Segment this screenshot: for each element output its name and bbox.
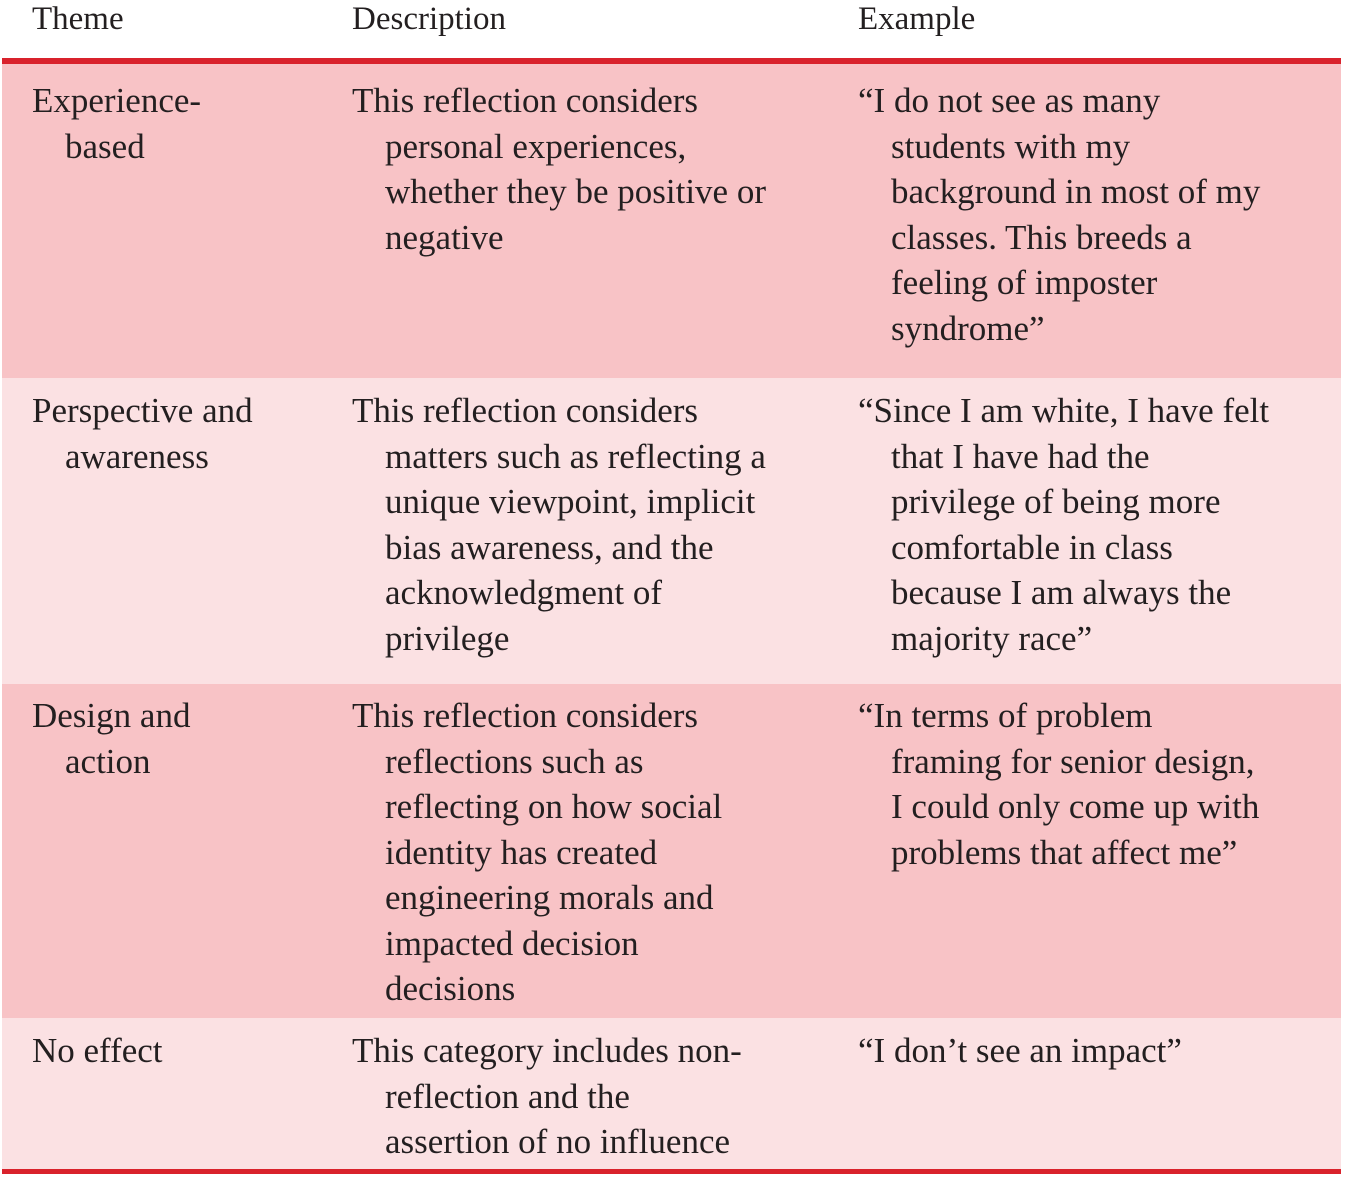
theme-line: Perspective and (32, 391, 253, 430)
example-line: students with my (891, 126, 1131, 166)
theme-line: action (65, 741, 151, 781)
description-line: bias awareness, and the (385, 527, 714, 567)
header-description: Description (352, 1, 506, 37)
description-line: reflections such as (385, 741, 644, 781)
table-row (2, 64, 1341, 378)
example-line: background in most of my (891, 172, 1261, 211)
description-line: matters such as reflecting a (385, 436, 766, 476)
table-row (2, 684, 1341, 1018)
example-line: majority race” (891, 618, 1093, 658)
theme-line: awareness (65, 436, 209, 476)
example-line: that I have had the (891, 436, 1150, 476)
theme-line: No effect (32, 1031, 163, 1070)
example-line: privilege of being more (891, 482, 1221, 521)
description-line: This reflection considers (352, 81, 699, 120)
example-cell (858, 693, 1259, 875)
description-line: privilege (385, 618, 510, 658)
description-line: assertion of no influence (385, 1122, 731, 1161)
theme-cell (32, 693, 190, 784)
theme-cell (32, 78, 201, 169)
description-line: decisions (385, 969, 516, 1008)
example-line: “Since I am white, I have felt (858, 391, 1270, 430)
description-line: This reflection considers (352, 391, 699, 430)
example-line: problems that affect me” (891, 832, 1238, 872)
example-cell (858, 388, 1269, 661)
bottom-rule (2, 1169, 1341, 1174)
description-line: This reflection considers (352, 696, 699, 735)
table-row (2, 1018, 1341, 1170)
example-line: comfortable in class (891, 527, 1173, 567)
description-line: personal experiences, (385, 126, 687, 166)
description-line: reflecting on how social (385, 787, 723, 826)
description-line: This category includes non- (352, 1031, 742, 1070)
header-theme: Theme (32, 1, 124, 37)
example-line: “I don’t see an impact” (858, 1031, 1182, 1070)
description-line: engineering morals and (385, 878, 714, 917)
description-line: reflection and the (385, 1076, 630, 1116)
example-cell (858, 1028, 1182, 1074)
example-line: syndrome” (891, 308, 1045, 348)
description-cell (352, 1028, 742, 1165)
description-line: unique viewpoint, implicit (385, 482, 756, 521)
example-line: feeling of imposter (891, 263, 1158, 302)
theme-cell (32, 1028, 163, 1074)
example-line: classes. This breeds a (891, 217, 1192, 257)
example-line: framing for senior design, (891, 741, 1255, 781)
description-line: acknowledgment of (385, 573, 662, 612)
example-line: I could only come up with (891, 787, 1260, 826)
example-line: “I do not see as many (858, 81, 1161, 120)
description-line: identity has created (385, 832, 658, 872)
description-cell (352, 388, 766, 661)
description-line: impacted decision (385, 923, 639, 963)
theme-line: Experience- (32, 81, 202, 120)
description-cell (352, 78, 766, 260)
description-line: negative (385, 217, 504, 257)
description-line: whether they be positive or (385, 172, 767, 211)
theme-line: based (65, 126, 145, 166)
header-example: Example (858, 1, 976, 37)
table-row (2, 378, 1341, 684)
description-cell (352, 693, 722, 1012)
example-line: because I am always the (891, 573, 1232, 612)
theme-line: Design and (32, 696, 191, 735)
example-line: “In terms of problem (858, 696, 1153, 735)
theme-cell (32, 388, 253, 479)
example-cell (858, 78, 1260, 351)
table-header-row (0, 0, 1345, 56)
